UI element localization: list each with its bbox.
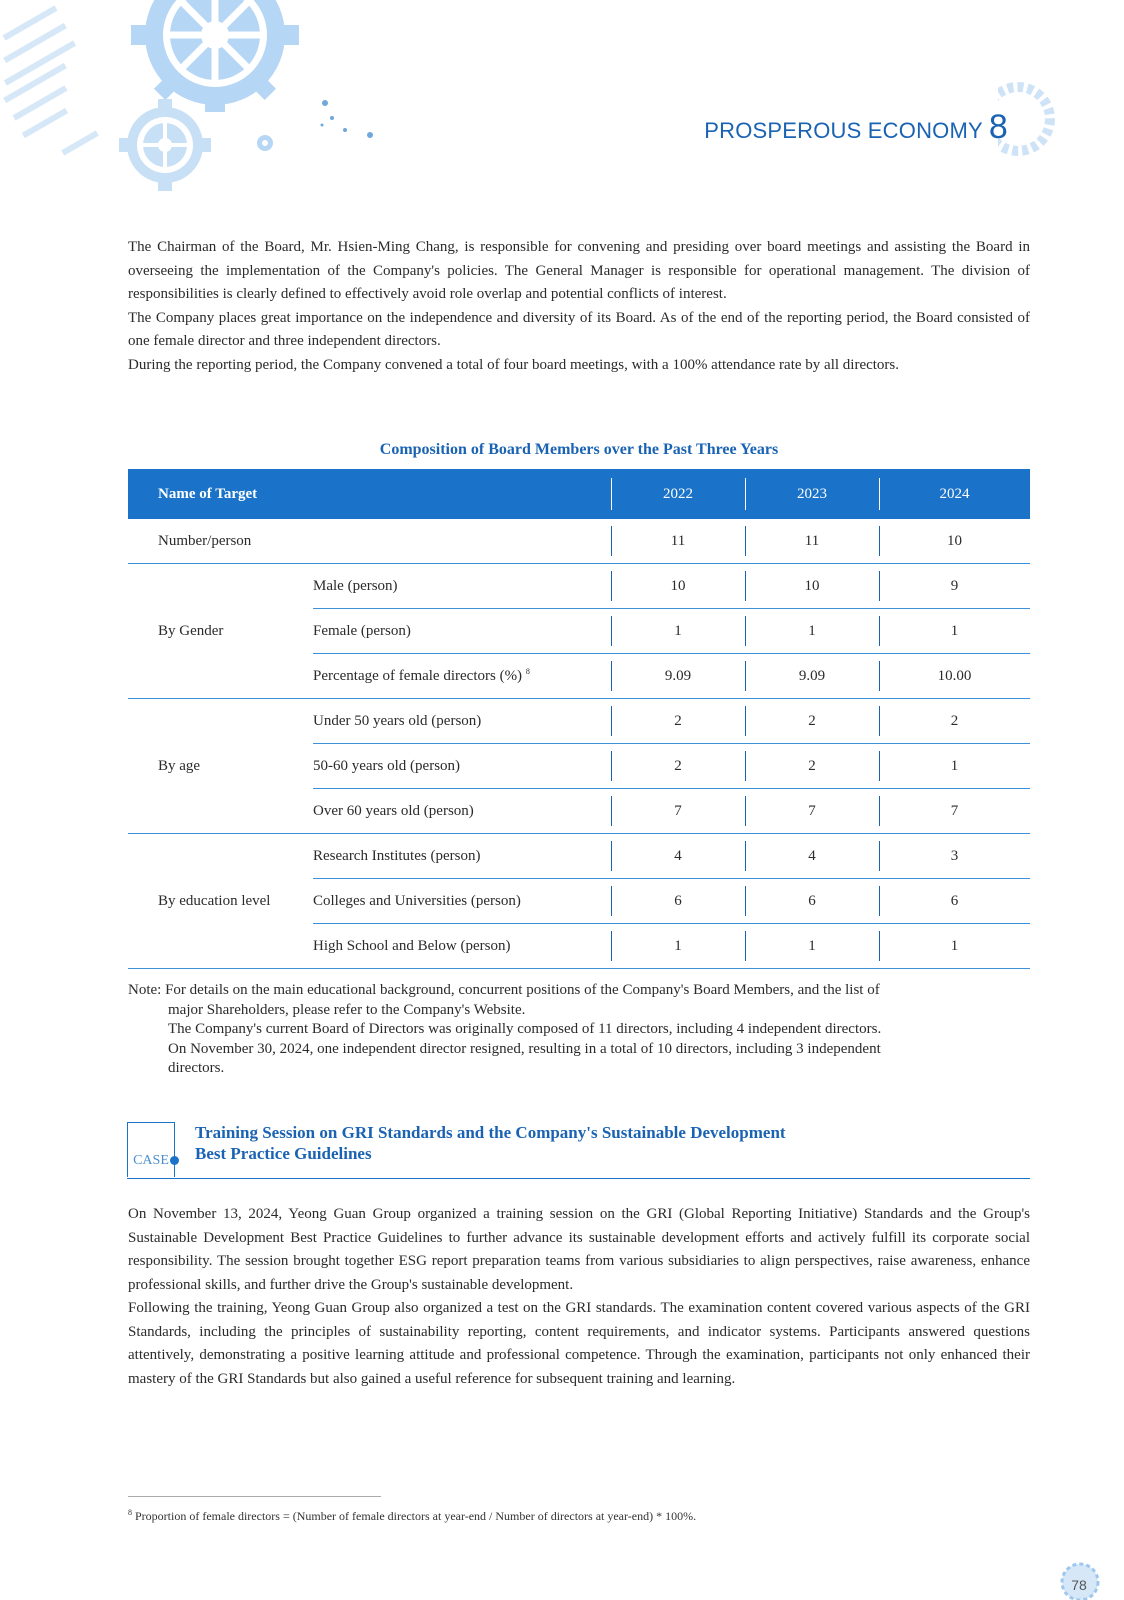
column-header-year: 2024 bbox=[879, 469, 1030, 519]
table-cell: 2 bbox=[879, 699, 1030, 744]
intro-paragraph: The Chairman of the Board, Mr. Hsien-Ming Chang, is responsible for convening and presiding over board meetings and assisting the Board in overseeing the implementation of the Company's policies. The General Manager is responsible for operational management. The division of responsibilities is clearly defined to effectively avoid role overlap and potential conflicts of interest. bbox=[128, 239, 1030, 302]
board-composition-table bbox=[128, 469, 1030, 969]
case-title bbox=[195, 1122, 915, 1164]
table-cell: 6 bbox=[879, 879, 1030, 924]
table-cell: 1 bbox=[745, 924, 879, 969]
table-cell: 10 bbox=[879, 519, 1030, 564]
footnote-divider bbox=[128, 1496, 381, 1497]
table-cell: 2 bbox=[611, 744, 745, 789]
row-label: Female (person) bbox=[313, 609, 611, 654]
table-row bbox=[128, 834, 1030, 879]
table-cell: 7 bbox=[745, 789, 879, 834]
tiny-gear-icon bbox=[257, 135, 273, 151]
column-header-year: 2023 bbox=[745, 469, 879, 519]
column-header-name: Name of Target bbox=[128, 469, 611, 519]
row-label: Male (person) bbox=[313, 564, 611, 609]
table-cell: 9.09 bbox=[611, 654, 745, 699]
case-dot-icon bbox=[170, 1156, 179, 1165]
footnote-text: Proportion of female directors = (Number of female directors at year-end / Number of directors at year-end) * 100%. bbox=[135, 1509, 697, 1523]
table-cell: 9 bbox=[879, 564, 1030, 609]
small-gear-icon bbox=[119, 99, 211, 191]
table-cell: 6 bbox=[745, 879, 879, 924]
table-cell: 1 bbox=[879, 609, 1030, 654]
note-line: The Company's current Board of Directors was originally composed of 11 directors, including 4 independent directors. bbox=[168, 1021, 882, 1037]
chapter-title bbox=[704, 110, 1008, 144]
row-label: Number/person bbox=[128, 519, 611, 564]
group-label: By Gender bbox=[128, 564, 313, 699]
table-cell: 2 bbox=[611, 699, 745, 744]
case-title-line: Best Practice Guidelines bbox=[195, 1144, 372, 1163]
table-note bbox=[128, 981, 1030, 1079]
table-cell: 7 bbox=[879, 789, 1030, 834]
table-header-row bbox=[128, 469, 1030, 519]
intro-section bbox=[128, 236, 1030, 377]
table-cell: 7 bbox=[611, 789, 745, 834]
table-cell: 1 bbox=[745, 609, 879, 654]
table-cell: 10 bbox=[745, 564, 879, 609]
page-number: 78 bbox=[1071, 1577, 1087, 1593]
table-row bbox=[128, 564, 1030, 609]
table-cell: 2 bbox=[745, 744, 879, 789]
row-label: Over 60 years old (person) bbox=[313, 789, 611, 834]
footnote-marker: 8 bbox=[525, 667, 530, 676]
chapter-number: 8 bbox=[988, 108, 1008, 146]
table-row bbox=[128, 699, 1030, 744]
table-cell: 11 bbox=[745, 519, 879, 564]
note-line: major Shareholders, please refer to the Company's Website. bbox=[168, 1001, 526, 1018]
case-paragraph: On November 13, 2024, Yeong Guan Group organized a training session on the GRI (Global Reporting Initiative) Standards and the Group's Sustainable Development Best Practice Guidelines to further advance its sustainable development efforts and actively fulfill its corporate social responsibility. The session brought together ESG report preparation teams from various subsidiaries to align perspectives, raise awareness, enhance professional skills, and further drive the Group's sustainable development. bbox=[128, 1206, 1030, 1293]
case-paragraph: Following the training, Yeong Guan Group also organized a test on the GRI standards. The examination content covered various aspects of the GRI Standards, including the principles of sustainability reporting, content requirements, and indicator systems. Participants answered questions attentively, demonstrating a positive learning attitude and professional competence. Through the examination, participants not only enhanced their mastery of the GRI Standards but also gained a useful reference for subsequent training and learning. bbox=[128, 1300, 1030, 1387]
note-line: On November 30, 2024, one independent director resigned, resulting in a total of 10 directors, including 3 independent bbox=[168, 1040, 881, 1057]
row-label: High School and Below (person) bbox=[313, 924, 611, 969]
table-cell: 1 bbox=[611, 609, 745, 654]
case-body bbox=[128, 1203, 1030, 1391]
row-label: Research Institutes (person) bbox=[313, 834, 611, 879]
case-title-line: Training Session on GRI Standards and the Company's Sustainable Development bbox=[195, 1123, 786, 1142]
table-cell: 10 bbox=[611, 564, 745, 609]
footnote-marker: 8 bbox=[128, 1508, 132, 1517]
chapter-gear-icon bbox=[998, 74, 1068, 164]
table-cell: 10.00 bbox=[879, 654, 1030, 699]
table-cell: 1 bbox=[879, 924, 1030, 969]
row-label-with-footnote bbox=[313, 654, 611, 699]
row-label: Colleges and Universities (person) bbox=[313, 879, 611, 924]
group-label: By age bbox=[128, 699, 313, 834]
table-cell: 2 bbox=[745, 699, 879, 744]
table-cell: 11 bbox=[611, 519, 745, 564]
note-line: directors. bbox=[168, 1060, 225, 1076]
chapter-title-text: PROSPEROUS ECONOMY bbox=[704, 118, 983, 143]
row-label: Under 50 years old (person) bbox=[313, 699, 611, 744]
column-header-year: 2022 bbox=[611, 469, 745, 519]
header-gear-decoration bbox=[0, 0, 420, 210]
table-row bbox=[128, 519, 1030, 564]
table-cell: 4 bbox=[745, 834, 879, 879]
table-cell: 9.09 bbox=[745, 654, 879, 699]
table-title: Composition of Board Members over the Past Three Years bbox=[379, 441, 779, 458]
table-cell: 4 bbox=[611, 834, 745, 879]
group-label: By education level bbox=[128, 834, 313, 969]
intro-paragraph: During the reporting period, the Company convened a total of four board meetings, with a 100% attendance rate by all directors. bbox=[128, 356, 900, 373]
row-label: 50-60 years old (person) bbox=[313, 744, 611, 789]
case-label: CASE bbox=[127, 1122, 175, 1177]
intro-paragraph: The Company places great importance on the independence and diversity of its Board. As of the end of the reporting period, the Board consisted of one female director and three independent directors. bbox=[128, 309, 1030, 349]
case-heading bbox=[127, 1122, 1030, 1179]
table-cell: 1 bbox=[611, 924, 745, 969]
note-line: Note: For details on the main educational background, concurrent positions of the Company's Board Members, and the list of bbox=[128, 982, 880, 998]
table-cell: 6 bbox=[611, 879, 745, 924]
row-label: Percentage of female directors (%) bbox=[313, 668, 523, 684]
footnote bbox=[128, 1508, 696, 1524]
table-cell: 1 bbox=[879, 744, 1030, 789]
table-cell: 3 bbox=[879, 834, 1030, 879]
